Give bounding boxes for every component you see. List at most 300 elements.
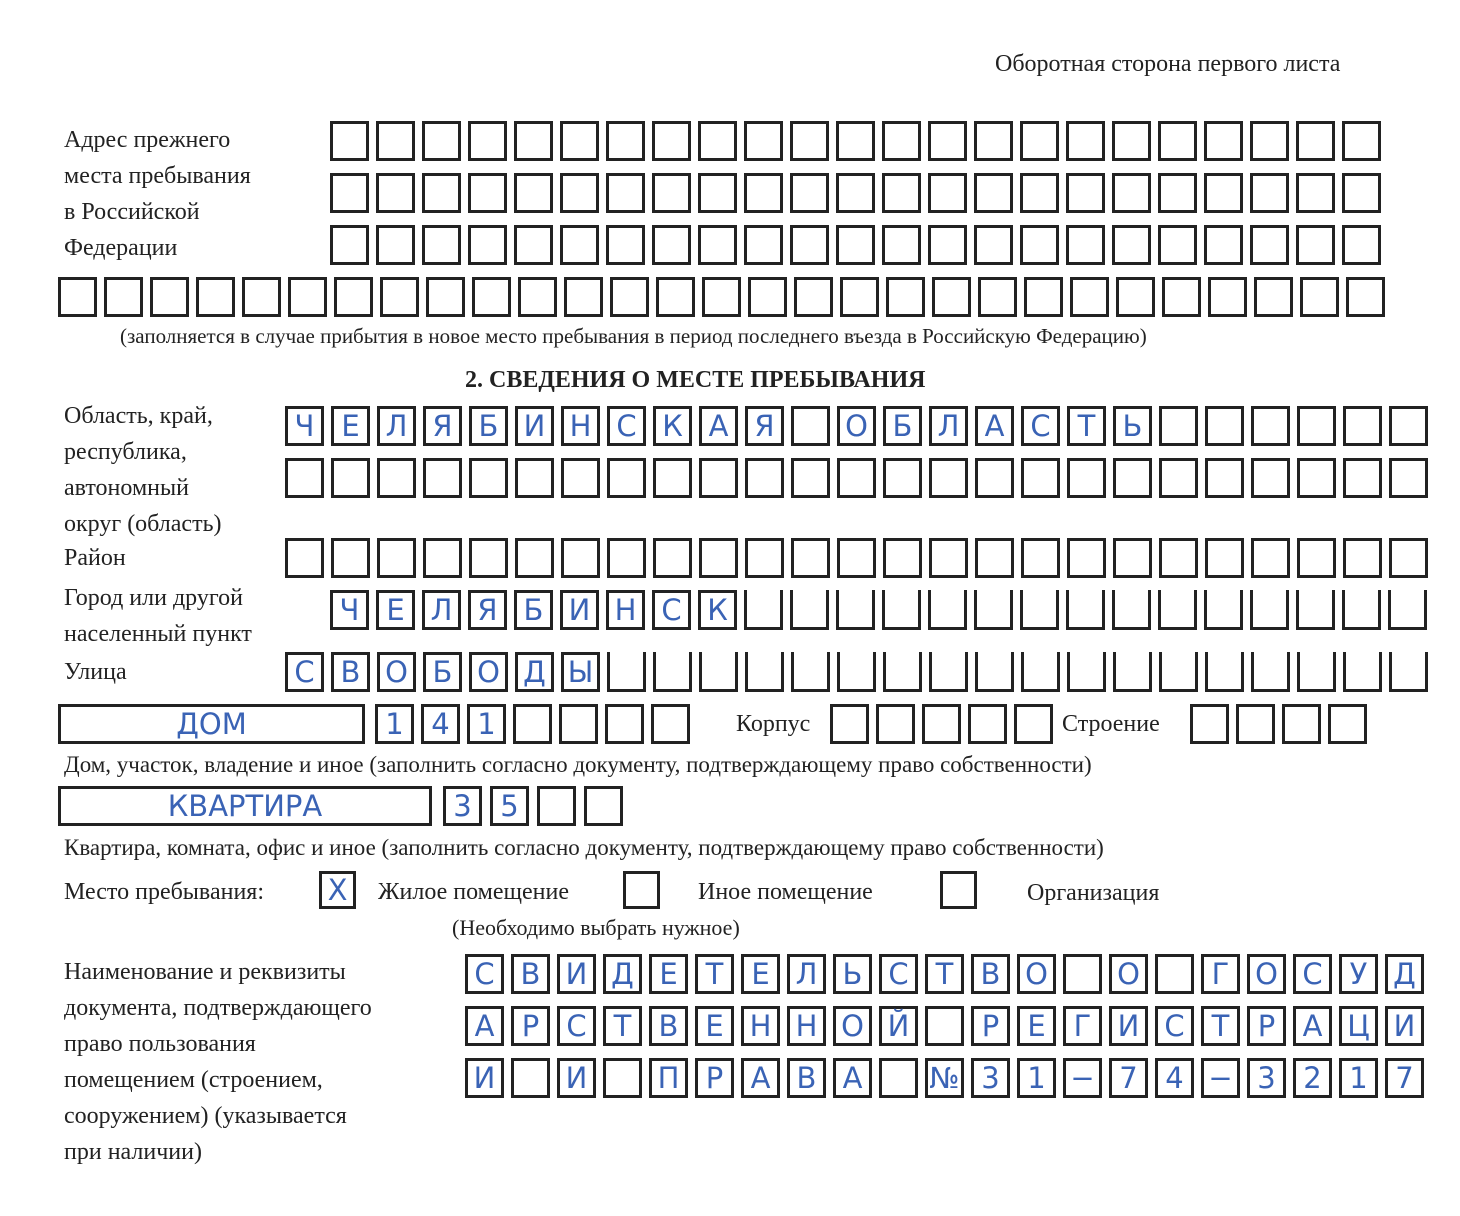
char-cell[interactable] xyxy=(1297,406,1336,446)
char-cell[interactable] xyxy=(606,121,645,161)
char-cell[interactable] xyxy=(929,458,968,498)
street-cells[interactable] xyxy=(285,652,1428,692)
char-cell[interactable]: С xyxy=(285,652,324,692)
char-cell[interactable] xyxy=(1021,652,1060,692)
char-cell[interactable] xyxy=(1024,277,1063,317)
char-cell[interactable] xyxy=(1159,406,1198,446)
char-cell[interactable] xyxy=(1112,590,1151,630)
char-cell[interactable] xyxy=(1389,538,1428,578)
char-cell[interactable] xyxy=(1116,277,1155,317)
char-cell[interactable] xyxy=(794,277,833,317)
char-cell[interactable]: О xyxy=(1247,954,1286,994)
char-cell[interactable]: Е xyxy=(331,406,370,446)
char-cell[interactable]: В xyxy=(971,954,1010,994)
char-cell[interactable] xyxy=(607,652,646,692)
char-cell[interactable] xyxy=(1113,458,1152,498)
char-cell[interactable]: О xyxy=(1109,954,1148,994)
char-cell[interactable] xyxy=(285,538,324,578)
char-cell[interactable]: Д xyxy=(1385,954,1424,994)
char-cell[interactable] xyxy=(978,277,1017,317)
char-cell[interactable] xyxy=(334,277,373,317)
char-cell[interactable]: А xyxy=(465,1006,504,1046)
char-cell[interactable]: И xyxy=(1385,1006,1424,1046)
char-cell[interactable]: А xyxy=(833,1058,872,1098)
char-cell[interactable] xyxy=(656,277,695,317)
char-cell[interactable]: 3 xyxy=(1247,1058,1286,1098)
char-cell[interactable] xyxy=(1296,121,1335,161)
prev-address-line-4[interactable] xyxy=(58,277,1385,317)
char-cell[interactable]: Л xyxy=(422,590,461,630)
char-cell[interactable] xyxy=(1343,652,1382,692)
char-cell[interactable] xyxy=(472,277,511,317)
char-cell[interactable]: Н xyxy=(561,406,600,446)
char-cell[interactable]: Б xyxy=(423,652,462,692)
char-cell[interactable]: 4 xyxy=(1155,1058,1194,1098)
char-cell[interactable] xyxy=(469,458,508,498)
char-cell[interactable] xyxy=(975,652,1014,692)
char-cell[interactable]: В xyxy=(511,954,550,994)
char-cell[interactable] xyxy=(607,458,646,498)
region-line-1[interactable] xyxy=(285,406,1428,446)
char-cell[interactable] xyxy=(1296,225,1335,265)
char-cell[interactable] xyxy=(1343,538,1382,578)
char-cell[interactable] xyxy=(426,277,465,317)
char-cell[interactable]: Н xyxy=(606,590,645,630)
char-cell[interactable]: И xyxy=(465,1058,504,1098)
char-cell[interactable] xyxy=(1020,225,1059,265)
char-cell[interactable] xyxy=(1067,458,1106,498)
char-cell[interactable] xyxy=(1250,225,1289,265)
char-cell[interactable] xyxy=(1159,538,1198,578)
char-cell[interactable] xyxy=(104,277,143,317)
char-cell[interactable] xyxy=(652,173,691,213)
char-cell[interactable] xyxy=(1159,652,1198,692)
char-cell[interactable] xyxy=(285,458,324,498)
char-cell[interactable] xyxy=(1296,590,1335,630)
char-cell[interactable] xyxy=(377,458,416,498)
char-cell[interactable]: − xyxy=(1201,1058,1240,1098)
char-cell[interactable] xyxy=(561,458,600,498)
char-cell[interactable] xyxy=(975,458,1014,498)
char-cell[interactable] xyxy=(929,652,968,692)
char-cell[interactable] xyxy=(1204,590,1243,630)
char-cell[interactable]: Я xyxy=(468,590,507,630)
char-cell[interactable] xyxy=(1389,652,1428,692)
char-cell[interactable] xyxy=(514,225,553,265)
char-cell[interactable] xyxy=(830,704,869,744)
char-cell[interactable] xyxy=(1204,173,1243,213)
flat-type-box[interactable]: КВАРТИРА xyxy=(58,786,432,826)
char-cell[interactable] xyxy=(468,173,507,213)
char-cell[interactable] xyxy=(699,652,738,692)
char-cell[interactable] xyxy=(288,277,327,317)
char-cell[interactable] xyxy=(607,538,646,578)
char-cell[interactable] xyxy=(1250,173,1289,213)
char-cell[interactable] xyxy=(744,173,783,213)
char-cell[interactable] xyxy=(1389,458,1428,498)
char-cell[interactable] xyxy=(331,458,370,498)
char-cell[interactable]: 5 xyxy=(490,786,529,826)
char-cell[interactable] xyxy=(376,121,415,161)
char-cell[interactable]: В xyxy=(649,1006,688,1046)
char-cell[interactable] xyxy=(1342,173,1381,213)
char-cell[interactable] xyxy=(652,225,691,265)
char-cell[interactable] xyxy=(1070,277,1109,317)
char-cell[interactable]: Я xyxy=(745,406,784,446)
char-cell[interactable] xyxy=(1250,121,1289,161)
char-cell[interactable] xyxy=(423,458,462,498)
char-cell[interactable]: А xyxy=(975,406,1014,446)
char-cell[interactable] xyxy=(1342,121,1381,161)
char-cell[interactable]: С xyxy=(652,590,691,630)
char-cell[interactable] xyxy=(330,121,369,161)
char-cell[interactable]: Й xyxy=(879,1006,918,1046)
char-cell[interactable] xyxy=(1389,406,1428,446)
char-cell[interactable]: 1 xyxy=(375,704,414,744)
char-cell[interactable] xyxy=(653,458,692,498)
char-cell[interactable] xyxy=(1204,121,1243,161)
char-cell[interactable] xyxy=(1204,225,1243,265)
char-cell[interactable]: И xyxy=(1109,1006,1148,1046)
prev-address-line-1[interactable] xyxy=(330,121,1381,161)
char-cell[interactable] xyxy=(1346,277,1385,317)
place-option-other-checkbox[interactable] xyxy=(623,871,660,909)
char-cell[interactable] xyxy=(330,225,369,265)
char-cell[interactable] xyxy=(1205,458,1244,498)
char-cell[interactable]: К xyxy=(698,590,737,630)
char-cell[interactable] xyxy=(837,538,876,578)
char-cell[interactable]: Н xyxy=(787,1006,826,1046)
char-cell[interactable] xyxy=(1158,121,1197,161)
char-cell[interactable] xyxy=(1066,121,1105,161)
char-cell[interactable]: Е xyxy=(1017,1006,1056,1046)
flat-number-cells[interactable] xyxy=(443,786,623,826)
char-cell[interactable]: С xyxy=(607,406,646,446)
char-cell[interactable] xyxy=(745,652,784,692)
char-cell[interactable] xyxy=(837,652,876,692)
char-cell[interactable]: И xyxy=(557,1058,596,1098)
char-cell[interactable]: Е xyxy=(695,1006,734,1046)
char-cell[interactable]: 2 xyxy=(1293,1058,1332,1098)
char-cell[interactable] xyxy=(929,538,968,578)
region-line-2[interactable] xyxy=(285,458,1428,498)
char-cell[interactable]: Е xyxy=(741,954,780,994)
char-cell[interactable]: Н xyxy=(741,1006,780,1046)
char-cell[interactable] xyxy=(1251,652,1290,692)
char-cell[interactable] xyxy=(1297,458,1336,498)
char-cell[interactable] xyxy=(840,277,879,317)
char-cell[interactable] xyxy=(331,538,370,578)
char-cell[interactable] xyxy=(653,652,692,692)
char-cell[interactable]: Д xyxy=(515,652,554,692)
char-cell[interactable]: Т xyxy=(925,954,964,994)
char-cell[interactable] xyxy=(836,173,875,213)
char-cell[interactable]: Б xyxy=(469,406,508,446)
char-cell[interactable]: Т xyxy=(1067,406,1106,446)
char-cell[interactable]: Л xyxy=(377,406,416,446)
char-cell[interactable] xyxy=(518,277,557,317)
char-cell[interactable] xyxy=(559,704,598,744)
place-option-organization-checkbox[interactable] xyxy=(940,871,977,909)
char-cell[interactable] xyxy=(744,590,783,630)
char-cell[interactable]: Ь xyxy=(1113,406,1152,446)
char-cell[interactable] xyxy=(1113,652,1152,692)
char-cell[interactable] xyxy=(791,538,830,578)
char-cell[interactable] xyxy=(603,1058,642,1098)
district-cells[interactable] xyxy=(285,538,1428,578)
char-cell[interactable] xyxy=(837,458,876,498)
char-cell[interactable] xyxy=(1020,590,1059,630)
char-cell[interactable]: Е xyxy=(649,954,688,994)
char-cell[interactable] xyxy=(1063,954,1102,994)
char-cell[interactable] xyxy=(922,704,961,744)
char-cell[interactable] xyxy=(698,225,737,265)
char-cell[interactable] xyxy=(1342,590,1381,630)
char-cell[interactable] xyxy=(1112,225,1151,265)
char-cell[interactable] xyxy=(928,121,967,161)
document-line-3[interactable] xyxy=(465,1058,1424,1098)
city-cells[interactable] xyxy=(330,590,1427,630)
char-cell[interactable] xyxy=(1066,225,1105,265)
char-cell[interactable] xyxy=(883,458,922,498)
char-cell[interactable] xyxy=(1343,406,1382,446)
char-cell[interactable] xyxy=(790,173,829,213)
char-cell[interactable] xyxy=(883,652,922,692)
char-cell[interactable] xyxy=(699,458,738,498)
char-cell[interactable] xyxy=(537,786,576,826)
char-cell[interactable] xyxy=(791,652,830,692)
char-cell[interactable] xyxy=(932,277,971,317)
char-cell[interactable]: Ч xyxy=(285,406,324,446)
char-cell[interactable] xyxy=(790,225,829,265)
char-cell[interactable] xyxy=(702,277,741,317)
char-cell[interactable]: Р xyxy=(695,1058,734,1098)
char-cell[interactable]: П xyxy=(649,1058,688,1098)
char-cell[interactable]: Ы xyxy=(561,652,600,692)
char-cell[interactable]: Г xyxy=(1063,1006,1102,1046)
char-cell[interactable] xyxy=(1021,538,1060,578)
char-cell[interactable] xyxy=(744,225,783,265)
char-cell[interactable] xyxy=(1190,704,1229,744)
char-cell[interactable]: С xyxy=(1021,406,1060,446)
char-cell[interactable] xyxy=(514,173,553,213)
char-cell[interactable] xyxy=(1205,406,1244,446)
char-cell[interactable] xyxy=(744,121,783,161)
char-cell[interactable] xyxy=(882,173,921,213)
char-cell[interactable] xyxy=(561,538,600,578)
char-cell[interactable] xyxy=(196,277,235,317)
char-cell[interactable]: 1 xyxy=(467,704,506,744)
char-cell[interactable] xyxy=(1014,704,1053,744)
char-cell[interactable] xyxy=(376,173,415,213)
char-cell[interactable] xyxy=(1020,173,1059,213)
char-cell[interactable] xyxy=(1388,590,1427,630)
char-cell[interactable] xyxy=(1251,458,1290,498)
char-cell[interactable] xyxy=(1343,458,1382,498)
char-cell[interactable] xyxy=(1250,590,1289,630)
char-cell[interactable] xyxy=(879,1058,918,1098)
char-cell[interactable]: С xyxy=(1293,954,1332,994)
char-cell[interactable] xyxy=(606,225,645,265)
char-cell[interactable]: Б xyxy=(514,590,553,630)
char-cell[interactable]: С xyxy=(1155,1006,1194,1046)
char-cell[interactable] xyxy=(1342,225,1381,265)
char-cell[interactable]: И xyxy=(515,406,554,446)
char-cell[interactable]: О xyxy=(833,1006,872,1046)
char-cell[interactable] xyxy=(791,406,830,446)
char-cell[interactable] xyxy=(698,121,737,161)
char-cell[interactable]: Р xyxy=(1247,1006,1286,1046)
char-cell[interactable]: Б xyxy=(883,406,922,446)
char-cell[interactable]: А xyxy=(741,1058,780,1098)
char-cell[interactable] xyxy=(1297,652,1336,692)
char-cell[interactable]: О xyxy=(469,652,508,692)
char-cell[interactable] xyxy=(1158,173,1197,213)
char-cell[interactable] xyxy=(882,121,921,161)
char-cell[interactable] xyxy=(1251,538,1290,578)
char-cell[interactable] xyxy=(1066,590,1105,630)
char-cell[interactable] xyxy=(469,538,508,578)
char-cell[interactable] xyxy=(468,121,507,161)
char-cell[interactable] xyxy=(560,173,599,213)
korpus-cells[interactable] xyxy=(830,704,1053,744)
char-cell[interactable]: 3 xyxy=(443,786,482,826)
char-cell[interactable] xyxy=(975,538,1014,578)
char-cell[interactable] xyxy=(968,704,1007,744)
char-cell[interactable] xyxy=(1158,225,1197,265)
char-cell[interactable]: В xyxy=(787,1058,826,1098)
char-cell[interactable]: А xyxy=(1293,1006,1332,1046)
char-cell[interactable]: О xyxy=(837,406,876,446)
char-cell[interactable] xyxy=(748,277,787,317)
char-cell[interactable]: О xyxy=(377,652,416,692)
char-cell[interactable]: Л xyxy=(929,406,968,446)
char-cell[interactable] xyxy=(1254,277,1293,317)
char-cell[interactable] xyxy=(1296,173,1335,213)
char-cell[interactable]: Т xyxy=(603,1006,642,1046)
char-cell[interactable] xyxy=(514,121,553,161)
char-cell[interactable] xyxy=(876,704,915,744)
char-cell[interactable]: Т xyxy=(1201,1006,1240,1046)
char-cell[interactable]: А xyxy=(699,406,738,446)
char-cell[interactable] xyxy=(882,225,921,265)
char-cell[interactable] xyxy=(836,590,875,630)
char-cell[interactable]: Ц xyxy=(1339,1006,1378,1046)
char-cell[interactable]: № xyxy=(925,1058,964,1098)
char-cell[interactable] xyxy=(974,173,1013,213)
char-cell[interactable]: 1 xyxy=(1339,1058,1378,1098)
char-cell[interactable] xyxy=(564,277,603,317)
char-cell[interactable] xyxy=(513,704,552,744)
char-cell[interactable] xyxy=(1021,458,1060,498)
char-cell[interactable] xyxy=(468,225,507,265)
char-cell[interactable] xyxy=(606,173,645,213)
char-cell[interactable] xyxy=(1251,406,1290,446)
char-cell[interactable] xyxy=(1067,538,1106,578)
char-cell[interactable] xyxy=(974,121,1013,161)
char-cell[interactable] xyxy=(745,458,784,498)
char-cell[interactable]: Ч xyxy=(330,590,369,630)
char-cell[interactable] xyxy=(422,225,461,265)
char-cell[interactable] xyxy=(1155,954,1194,994)
place-option-residential-checkbox[interactable]: X xyxy=(319,871,356,909)
char-cell[interactable] xyxy=(1205,652,1244,692)
prev-address-line-2[interactable] xyxy=(330,173,1381,213)
char-cell[interactable] xyxy=(58,277,97,317)
char-cell[interactable]: 4 xyxy=(421,704,460,744)
char-cell[interactable]: − xyxy=(1063,1058,1102,1098)
char-cell[interactable] xyxy=(1236,704,1275,744)
char-cell[interactable] xyxy=(651,704,690,744)
char-cell[interactable] xyxy=(610,277,649,317)
char-cell[interactable] xyxy=(511,1058,550,1098)
char-cell[interactable] xyxy=(1113,538,1152,578)
char-cell[interactable] xyxy=(515,538,554,578)
char-cell[interactable] xyxy=(790,121,829,161)
char-cell[interactable]: О xyxy=(1017,954,1056,994)
char-cell[interactable]: Ь xyxy=(833,954,872,994)
document-line-1[interactable] xyxy=(465,954,1424,994)
char-cell[interactable] xyxy=(242,277,281,317)
char-cell[interactable] xyxy=(377,538,416,578)
char-cell[interactable] xyxy=(560,121,599,161)
char-cell[interactable]: 7 xyxy=(1109,1058,1148,1098)
char-cell[interactable] xyxy=(925,1006,964,1046)
char-cell[interactable]: 7 xyxy=(1385,1058,1424,1098)
char-cell[interactable] xyxy=(791,458,830,498)
char-cell[interactable] xyxy=(1208,277,1247,317)
char-cell[interactable] xyxy=(380,277,419,317)
char-cell[interactable]: С xyxy=(465,954,504,994)
char-cell[interactable] xyxy=(605,704,644,744)
char-cell[interactable]: Т xyxy=(695,954,734,994)
char-cell[interactable] xyxy=(653,538,692,578)
char-cell[interactable] xyxy=(1112,173,1151,213)
char-cell[interactable] xyxy=(652,121,691,161)
char-cell[interactable] xyxy=(745,538,784,578)
char-cell[interactable]: С xyxy=(879,954,918,994)
char-cell[interactable] xyxy=(150,277,189,317)
char-cell[interactable] xyxy=(836,121,875,161)
char-cell[interactable]: Р xyxy=(511,1006,550,1046)
char-cell[interactable] xyxy=(1205,538,1244,578)
char-cell[interactable]: И xyxy=(557,954,596,994)
char-cell[interactable] xyxy=(790,590,829,630)
char-cell[interactable]: Д xyxy=(603,954,642,994)
char-cell[interactable]: Г xyxy=(1201,954,1240,994)
char-cell[interactable] xyxy=(376,225,415,265)
char-cell[interactable] xyxy=(515,458,554,498)
char-cell[interactable]: С xyxy=(557,1006,596,1046)
char-cell[interactable] xyxy=(560,225,599,265)
char-cell[interactable]: Я xyxy=(423,406,462,446)
char-cell[interactable]: 1 xyxy=(1017,1058,1056,1098)
char-cell[interactable]: 3 xyxy=(971,1058,1010,1098)
char-cell[interactable] xyxy=(928,225,967,265)
char-cell[interactable] xyxy=(836,225,875,265)
char-cell[interactable] xyxy=(1162,277,1201,317)
char-cell[interactable]: У xyxy=(1339,954,1378,994)
char-cell[interactable] xyxy=(1112,121,1151,161)
prev-address-line-3[interactable] xyxy=(330,225,1381,265)
char-cell[interactable]: К xyxy=(653,406,692,446)
char-cell[interactable] xyxy=(422,121,461,161)
char-cell[interactable] xyxy=(1066,173,1105,213)
char-cell[interactable] xyxy=(1020,121,1059,161)
char-cell[interactable]: В xyxy=(331,652,370,692)
char-cell[interactable] xyxy=(1158,590,1197,630)
char-cell[interactable] xyxy=(330,173,369,213)
